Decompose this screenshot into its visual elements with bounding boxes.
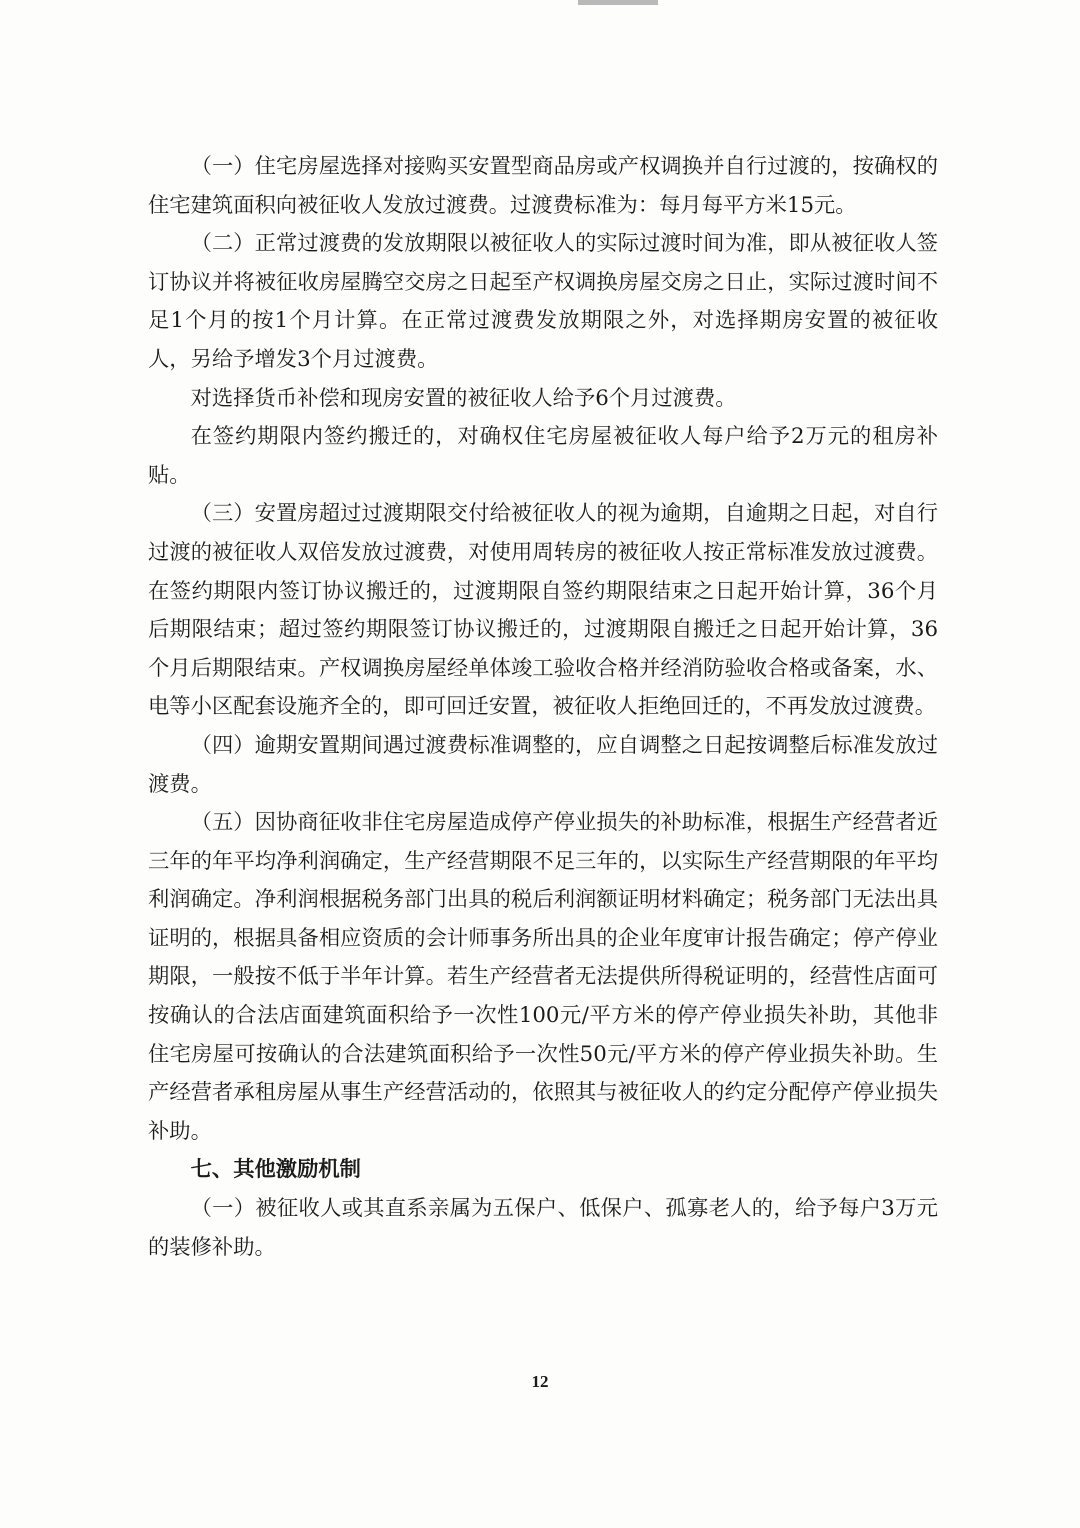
- page-number: 12: [531, 1372, 549, 1391]
- paragraph-transition-fee-period: （二）正常过渡费的发放期限以被征收人的实际过渡时间为准，即从被征收人签订协议并将被征收房屋腾空交房之日起至产权调换房屋交房之日止，实际过渡时间不足1个月的按1个月计算。在正常过渡费发放期限之外，对选择期房安置的被征收人，另给予增发3个月过渡费。: [148, 231, 938, 372]
- paragraph-monetary-compensation: 对选择货币补偿和现房安置的被征收人给予6个月过渡费。: [190, 385, 737, 411]
- paragraph-overdue-delivery: （三）安置房超过过渡期限交付给被征收人的视为逾期，自逾期之日起，对自行过渡的被征收人双倍发放过渡费，对使用周转房的被征收人按正常标准发放过渡费。在签约期限内签订协议搬迁的，过渡期限自签约期限结束之日起开始计算，36个月后期限结束；超过签约期限签订协议搬迁的，过渡期限自搬迁之日起开始计算，36个月后期限结束。产权调换房屋经单体竣工验收合格并经消防验收合格或备案，水、电等小区配套设施齐全的，即可回迁安置，被征收人拒绝回迁的，不再发放过渡费。: [148, 501, 938, 720]
- scan-edge-mark: [578, 0, 658, 5]
- paragraph-business-loss-subsidy: （五）因协商征收非住宅房屋造成停产停业损失的补助标准，根据生产经营者近三年的年平均净利润确定，生产经营期限不足三年的，以实际生产经营期限的年平均利润确定。净利润根据税务部门出具的税后利润额证明材料确定；税务部门无法出具证明的，根据具备相应资质的会计师事务所出具的企业年度审计报告确定；停产停业期限，一般按不低于半年计算。若生产经营者无法提供所得税证明的，经营性店面可按确认的合法店面建筑面积给予一次性100元/平方米的停产停业损失补助，其他非住宅房屋可按确认的合法建筑面积给予一次性50元/平方米的停产停业损失补助。生产经营者承租房屋从事生产经营活动的，依照其与被征收人的约定分配停产停业损失补助。: [148, 810, 938, 1144]
- paragraph-rental-subsidy: 在签约期限内签约搬迁的，对确权住宅房屋被征收人每户给予2万元的租房补贴。: [148, 424, 938, 488]
- section-heading: 七、其他激励机制: [190, 1157, 361, 1183]
- paragraph-decoration-subsidy: （一）被征收人或其直系亲属为五保户、低保户、孤寡老人的，给予每户3万元的装修补助。: [148, 1196, 938, 1260]
- document-body: [148, 148, 938, 1267]
- paragraph-transition-fee-standard: （一）住宅房屋选择对接购买安置型商品房或产权调换并自行过渡的，按确权的住宅建筑面积向被征收人发放过渡费。过渡费标准为：每月每平方米15元。: [148, 154, 938, 218]
- paragraph-fee-adjustment: （四）逾期安置期间遇过渡费标准调整的，应自调整之日起按调整后标准发放过渡费。: [148, 732, 938, 797]
